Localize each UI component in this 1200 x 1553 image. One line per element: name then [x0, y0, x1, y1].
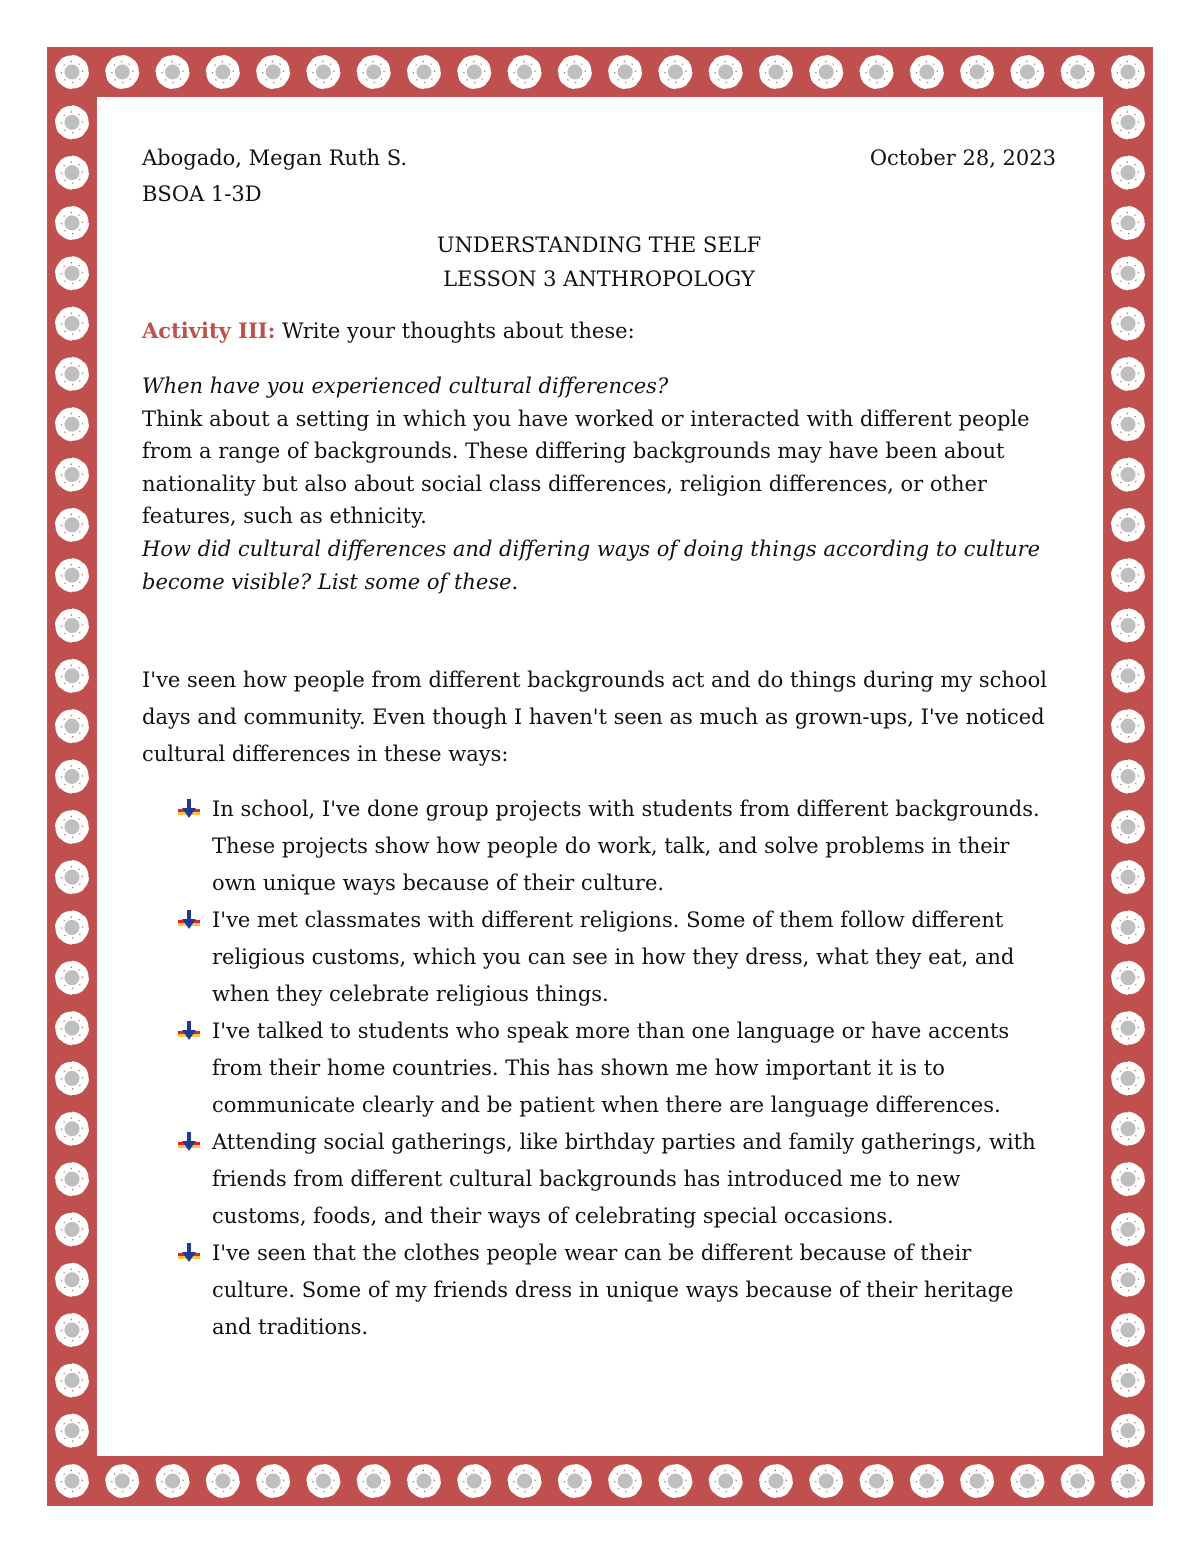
list-item: [160, 1235, 1056, 1346]
submission-date: October 28, 2023: [869, 146, 1056, 170]
activity-prompt: [142, 370, 1056, 598]
student-section: BSOA 1-3D: [142, 182, 262, 206]
list-item: [160, 791, 1056, 902]
list-item: [160, 1013, 1056, 1124]
lesson-title: LESSON 3 ANTHROPOLOGY: [443, 267, 755, 291]
prompt-body: Think about a setting in which you have worked or interacted with different people from a range of backgrounds. These differing backgrounds may have been about nationality but also about social class differences, religion differences, or other features, such as ethnicity.: [142, 406, 1030, 529]
arrow-down-bullet-icon: [178, 1243, 200, 1263]
arrow-down-bullet-icon: [178, 1021, 200, 1041]
header-row: [142, 140, 1056, 176]
course-title: UNDERSTANDING THE SELF: [436, 233, 762, 257]
activity-instruction: Write your thoughts about these:: [275, 319, 635, 343]
list-item-text: I've met classmates with different religions. Some of them follow different religious customs, which you can see in how they dress, what they eat, and when they celebrate religious things.: [212, 908, 1015, 1007]
list-item-text: In school, I've done group projects with students from different backgrounds. These projects show how people do work, talk, and solve problems in their own unique ways because of their culture.: [212, 797, 1040, 896]
answer-intro: I've seen how people from different backgrounds act and do things during my school days and community. Even though I haven't seen as much as grown-ups, I've noticed cultural differences in these ways:: [142, 668, 1047, 767]
activity-label: Activity III:: [142, 318, 276, 343]
prompt-question-1: When have you experienced cultural differences?: [142, 374, 669, 398]
arrow-down-bullet-icon: [178, 1132, 200, 1152]
prompt-question-2: How did cultural differences and differing ways of doing things according to culture become visible? List some of these.: [142, 536, 1041, 594]
list-item-text: Attending social gatherings, like birthday parties and family gatherings, with friends from different cultural backgrounds has introduced me to new customs, foods, and their ways of celebrating special occasions.: [212, 1130, 1036, 1229]
activity-heading: [142, 314, 1056, 348]
list-item: [160, 902, 1056, 1013]
student-name: Abogado, Megan Ruth S.: [142, 146, 408, 170]
document-body: [142, 140, 1056, 1346]
arrow-down-bullet-icon: [178, 799, 200, 819]
list-item-text: I've talked to students who speak more than one language or have accents from their home countries. This has shown me how important it is to communicate clearly and be patient when there are language differences.: [212, 1019, 1010, 1118]
document-titles: [142, 228, 1056, 296]
list-item: [160, 1124, 1056, 1235]
list-item-text: I've seen that the clothes people wear can be different because of their culture. Some of my friends dress in unique ways because of their heritage and traditions.: [212, 1241, 1014, 1340]
answer-bullet-list: [142, 791, 1056, 1346]
arrow-down-bullet-icon: [178, 910, 200, 930]
